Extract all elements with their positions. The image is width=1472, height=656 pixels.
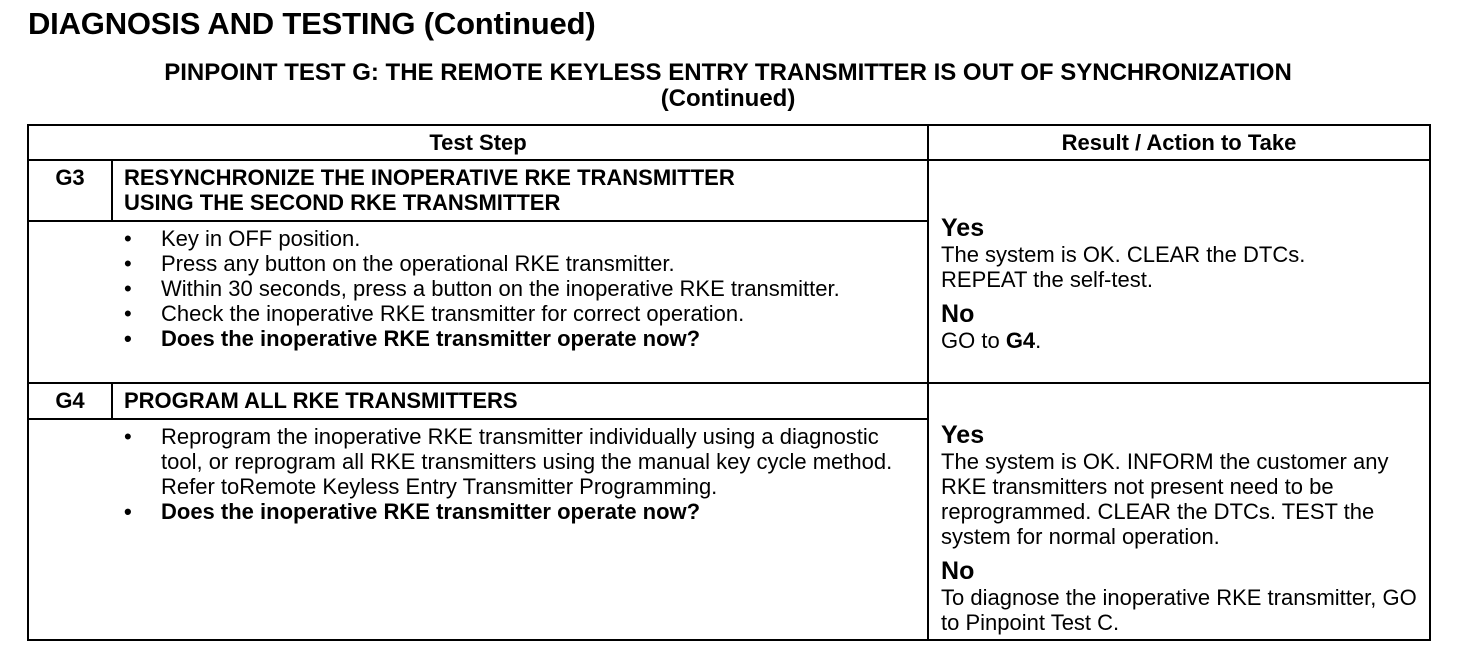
pinpoint-test-title: PINPOINT TEST G: THE REMOTE KEYLESS ENTRY TRANSMITTER IS OUT OF SYNCHRONIZATION <box>164 59 1292 86</box>
bullet-list <box>29 222 927 355</box>
pinpoint-test-table <box>27 124 1431 641</box>
step-id-g4: G4 <box>28 383 112 419</box>
result-no-text: To diagnose the inoperative RKE transmitter, GO to Pinpoint Test C. <box>941 585 1417 635</box>
result-yes-text: The system is OK. INFORM the customer any RKE transmitters not present need to be reprogrammed. CLEAR the DTCs. TEST the system for normal operation. <box>941 449 1389 549</box>
result-cell-g3 <box>928 160 1430 383</box>
result-no-step-ref: G4 <box>1005 328 1036 353</box>
bullet-list <box>29 420 927 528</box>
list-item: • Key in OFF position. <box>29 226 927 251</box>
step-g4-title-row <box>28 383 1430 419</box>
column-header-result: Result / Action to Take <box>928 125 1430 160</box>
list-item-question: • Does the inoperative RKE transmitter operate now? <box>29 499 927 524</box>
result-no-label: No <box>941 300 975 328</box>
step-title-g4-line1: PROGRAM ALL RKE TRANSMITTERS <box>124 388 518 413</box>
result-cell-g4 <box>928 383 1430 640</box>
column-header-test-step: Test Step <box>28 125 928 160</box>
pinpoint-test-heading <box>28 60 1428 112</box>
list-item-question: • Does the inoperative RKE transmitter operate now? <box>29 326 927 351</box>
result-no-label: No <box>941 557 975 585</box>
step-title-g4 <box>112 383 928 419</box>
step-id-g3: G3 <box>28 160 112 221</box>
list-item: • Reprogram the inoperative RKE transmitter individually using a diagnostic tool, or reprogram all RKE transmitters using the manual key cycle method. Refer toRemote Keyless Entry Transmitter Programming. <box>29 424 927 499</box>
step-title-g3-line2: USING THE SECOND RKE TRANSMITTER <box>124 190 561 215</box>
step-body-g3 <box>28 221 928 383</box>
step-title-g3 <box>112 160 928 221</box>
step-title-g3-line1: RESYNCHRONIZE THE INOPERATIVE RKE TRANSMITTER <box>124 165 735 190</box>
result-yes-text-line2: REPEAT the self-test. <box>941 267 1153 292</box>
result-no-text <box>941 328 1421 353</box>
table-header-row <box>28 125 1430 160</box>
result-no-text-suffix: . <box>1035 328 1042 353</box>
list-item: • Within 30 seconds, press a button on the inoperative RKE transmitter. <box>29 276 927 301</box>
step-body-g4 <box>28 419 928 640</box>
pinpoint-test-continued: (Continued) <box>660 85 796 112</box>
list-item: • Press any button on the operational RKE transmitter. <box>29 251 927 276</box>
result-no-text-prefix: GO to <box>941 328 1006 353</box>
result-yes-label: Yes <box>941 421 985 449</box>
list-item: • Check the inoperative RKE transmitter for correct operation. <box>29 301 927 326</box>
result-yes-label: Yes <box>941 214 985 242</box>
step-g3-title-row <box>28 160 1430 221</box>
page-title: DIAGNOSIS AND TESTING (Continued) <box>28 6 596 41</box>
result-yes-text-line1: The system is OK. CLEAR the DTCs. <box>941 242 1306 267</box>
